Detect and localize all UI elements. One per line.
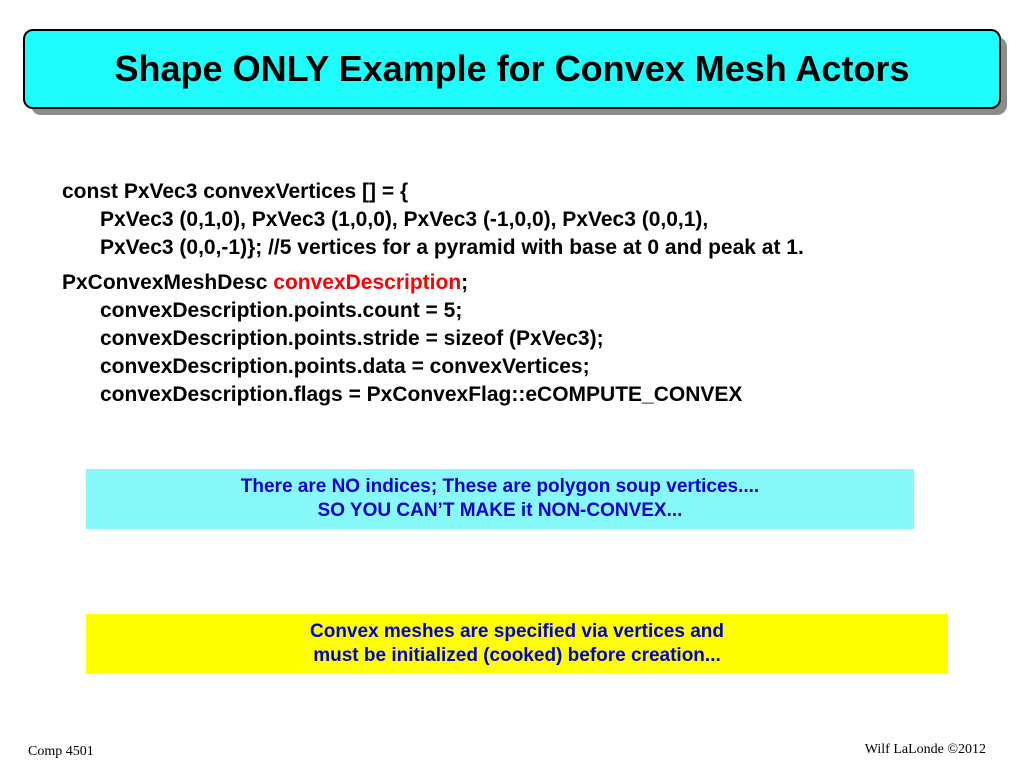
note-cooking [86, 614, 948, 674]
code-line-points-data: convexDescription.points.data = convexVertices; [100, 355, 590, 378]
note-no-indices-line2: SO YOU CAN’T MAKE it NON-CONVEX... [317, 500, 683, 521]
code-line-desc-decl [62, 269, 1002, 297]
footer-author: Wilf LaLonde ©2012 [864, 742, 986, 757]
note-no-indices-line1: There are NO indices; These are polygon soup vertices.... [240, 476, 760, 497]
footer-course: Comp 4501 [28, 744, 94, 759]
code-line-points-stride: convexDescription.points.stride = sizeof (PxVec3); [100, 327, 604, 350]
code-line-points-count: convexDescription.points.count = 5; [100, 299, 463, 322]
note-no-indices [86, 469, 914, 529]
code-listing [62, 178, 1002, 409]
desc-name-highlight: convexDescription [273, 271, 462, 294]
code-line-vertices-decl: const PxVec3 convexVertices [] = { [62, 180, 409, 203]
desc-type: PxConvexMeshDesc [62, 271, 274, 294]
note-cooking-line1: Convex meshes are specified via vertices and [310, 621, 724, 642]
code-line-vertices-1: PxVec3 (0,1,0), PxVec3 (1,0,0), PxVec3 (-1,0,0), PxVec3 (0,0,1), [100, 208, 709, 231]
slide-title: Shape ONLY Example for Convex Mesh Actors [114, 48, 910, 89]
code-line-flags: convexDescription.flags = PxConvexFlag::eCOMPUTE_CONVEX [100, 383, 743, 406]
code-line-vertices-2: PxVec3 (0,0,-1)}; //5 vertices for a pyramid with base at 0 and peak at 1. [100, 236, 804, 259]
desc-semicolon: ; [461, 271, 469, 294]
note-cooking-line2: must be initialized (cooked) before creation... [313, 645, 721, 666]
title-box [23, 29, 1001, 109]
